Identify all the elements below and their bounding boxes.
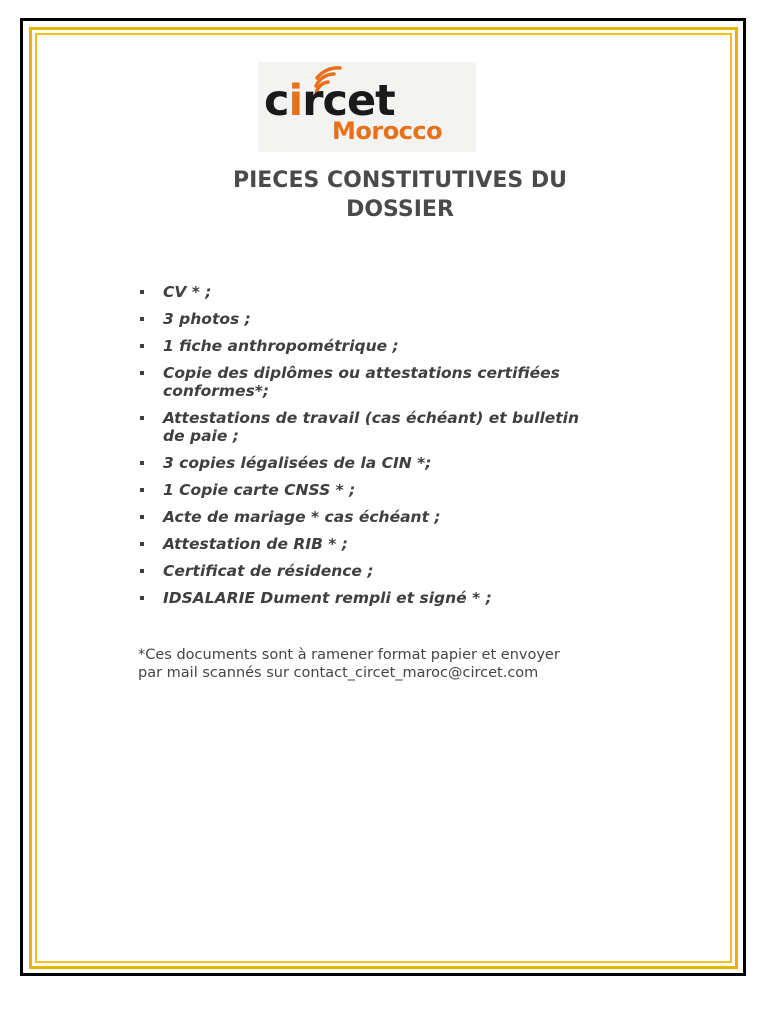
circet-morocco-logo (258, 62, 476, 152)
list-item: CV * ; (139, 283, 659, 301)
title-line: PIECES CONSTITUTIVES DU (232, 168, 568, 193)
footnote (138, 646, 668, 682)
bullet-square-icon (140, 542, 144, 546)
list-item: 3 copies légalisées de la CIN *; (139, 454, 659, 472)
list-item: IDSALARIE Dument rempli et signé * ; (139, 589, 659, 607)
list-item: 1 Copie carte CNSS * ; (139, 481, 659, 499)
bullet-square-icon (140, 416, 144, 420)
bullet-square-icon (140, 344, 144, 348)
title-line: DOSSIER (346, 197, 454, 222)
bullet-square-icon (140, 596, 144, 600)
footnote-line: *Ces documents sont à ramener format papier et envoyer (138, 647, 560, 663)
list-item: Attestations de travail (cas échéant) et bulletin de paie ; (139, 409, 659, 445)
list-item: Acte de mariage * cas échéant ; (139, 508, 659, 526)
bullet-square-icon (140, 317, 144, 321)
logo-brand-text: circet (264, 76, 395, 126)
bullet-square-icon (140, 515, 144, 519)
list-item: Attestation de RIB * ; (139, 535, 659, 553)
footnote-line: par mail scannés sur contact_circet_maroc@circet.com (138, 665, 539, 681)
bullet-square-icon (140, 488, 144, 492)
required-documents-list (139, 283, 659, 616)
bullet-square-icon (140, 290, 144, 294)
list-item: 1 fiche anthropométrique ; (139, 337, 659, 355)
bullet-square-icon (140, 569, 144, 573)
list-item: Copie des diplômes ou attestations certifiées conformes*; (139, 364, 659, 400)
logo-region-text: Morocco (332, 117, 443, 145)
bullet-square-icon (140, 371, 144, 375)
list-item: Certificat de résidence ; (139, 562, 659, 580)
bullet-square-icon (140, 461, 144, 465)
list-item: 3 photos ; (139, 310, 659, 328)
document-title (150, 166, 650, 224)
